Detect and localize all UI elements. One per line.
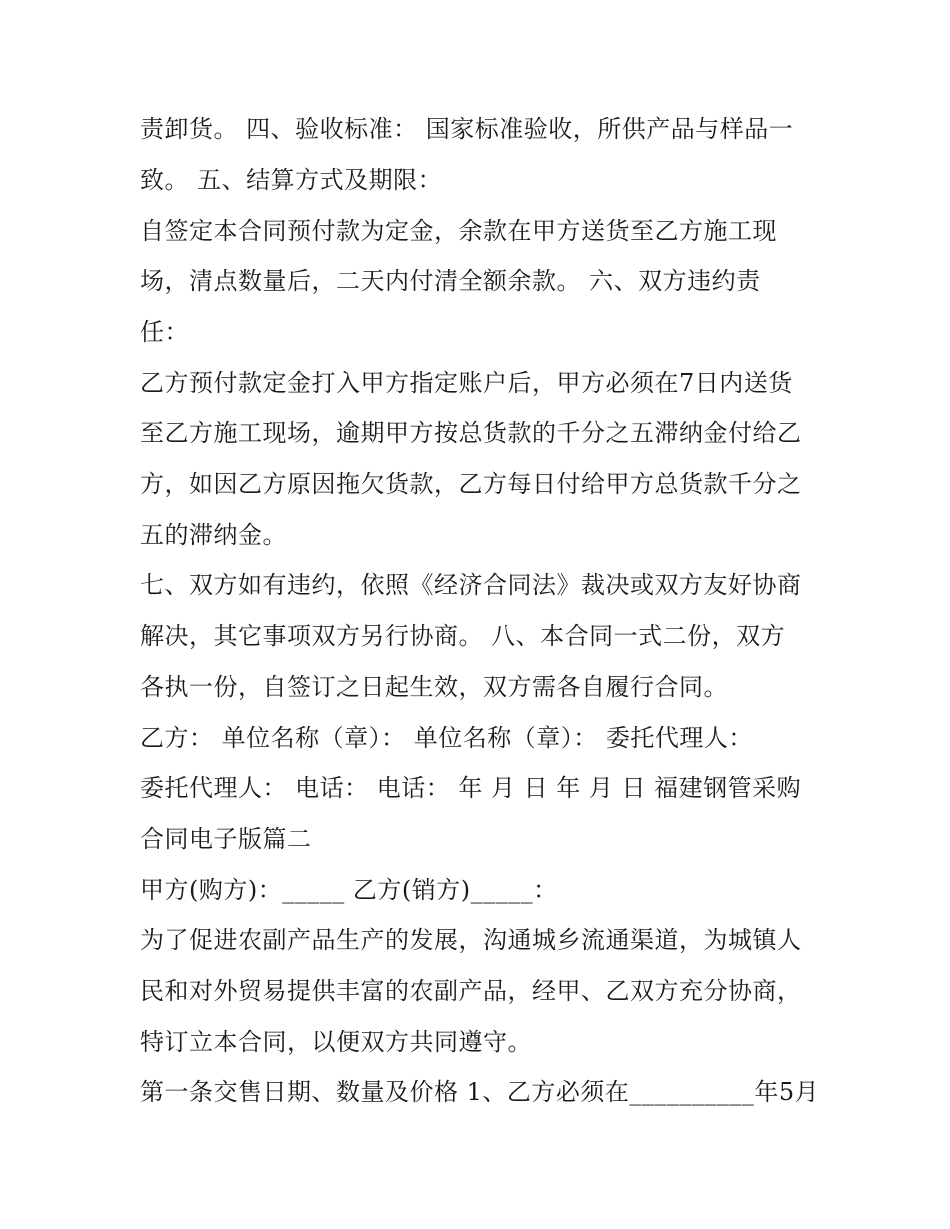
text-line: 责卸货。 四、验收标准： 国家标准验收，所供产品与样品一 (140, 115, 794, 143)
text-line: 委托代理人： 电话： 电话： 年 月 日 年 月 日 福建钢管采购 (140, 774, 802, 802)
text-line: 为了促进农副产品生产的发展，沟通城乡流通渠道，为城镇人 (140, 926, 802, 954)
text-line: 五的滞纳金。 (140, 521, 287, 549)
text-line: 任： (140, 318, 189, 346)
text-line: 方，如因乙方原因拖欠货款，乙方每日付给甲方总货款千分之 (140, 470, 802, 498)
text-line: 民和对外贸易提供丰富的农副产品，经甲、乙双方充分协商， (140, 977, 802, 1005)
text-line: 七、双方如有违约，依照《经济合同法》裁决或双方友好协商 (140, 571, 802, 599)
text-line: 乙方： 单位名称（章）： 单位名称（章）： 委托代理人： (140, 724, 753, 752)
text-line: 合同电子版篇二 (140, 825, 312, 853)
text-line: 致。 五、结算方式及期限： (140, 166, 443, 194)
text-line: 乙方预付款定金打入甲方指定账户后，甲方必须在7日内送货 (140, 369, 793, 397)
text-line: 场，清点数量后，二天内付清全额余款。 六、双方违约责 (140, 267, 761, 295)
text-line: 第一条交售日期、数量及价格 1、乙方必须在__________年5月 (140, 1078, 820, 1106)
text-line: 特订立本合同，以便双方共同遵守。 (140, 1028, 532, 1056)
text-line: 解决，其它事项双方另行协商。 八、本合同一式二份，双方 (140, 622, 786, 650)
text-line: 甲方(购方)：_____ 乙方(销方)_____： (140, 876, 558, 904)
text-line: 至乙方施工现场，逾期甲方按总货款的千分之五滞纳金付给乙 (140, 419, 802, 447)
text-line: 自签定本合同预付款为定金，余款在甲方送货至乙方施工现 (140, 217, 777, 245)
text-line: 各执一份，自签订之日起生效，双方需各自履行合同。 (140, 673, 728, 701)
